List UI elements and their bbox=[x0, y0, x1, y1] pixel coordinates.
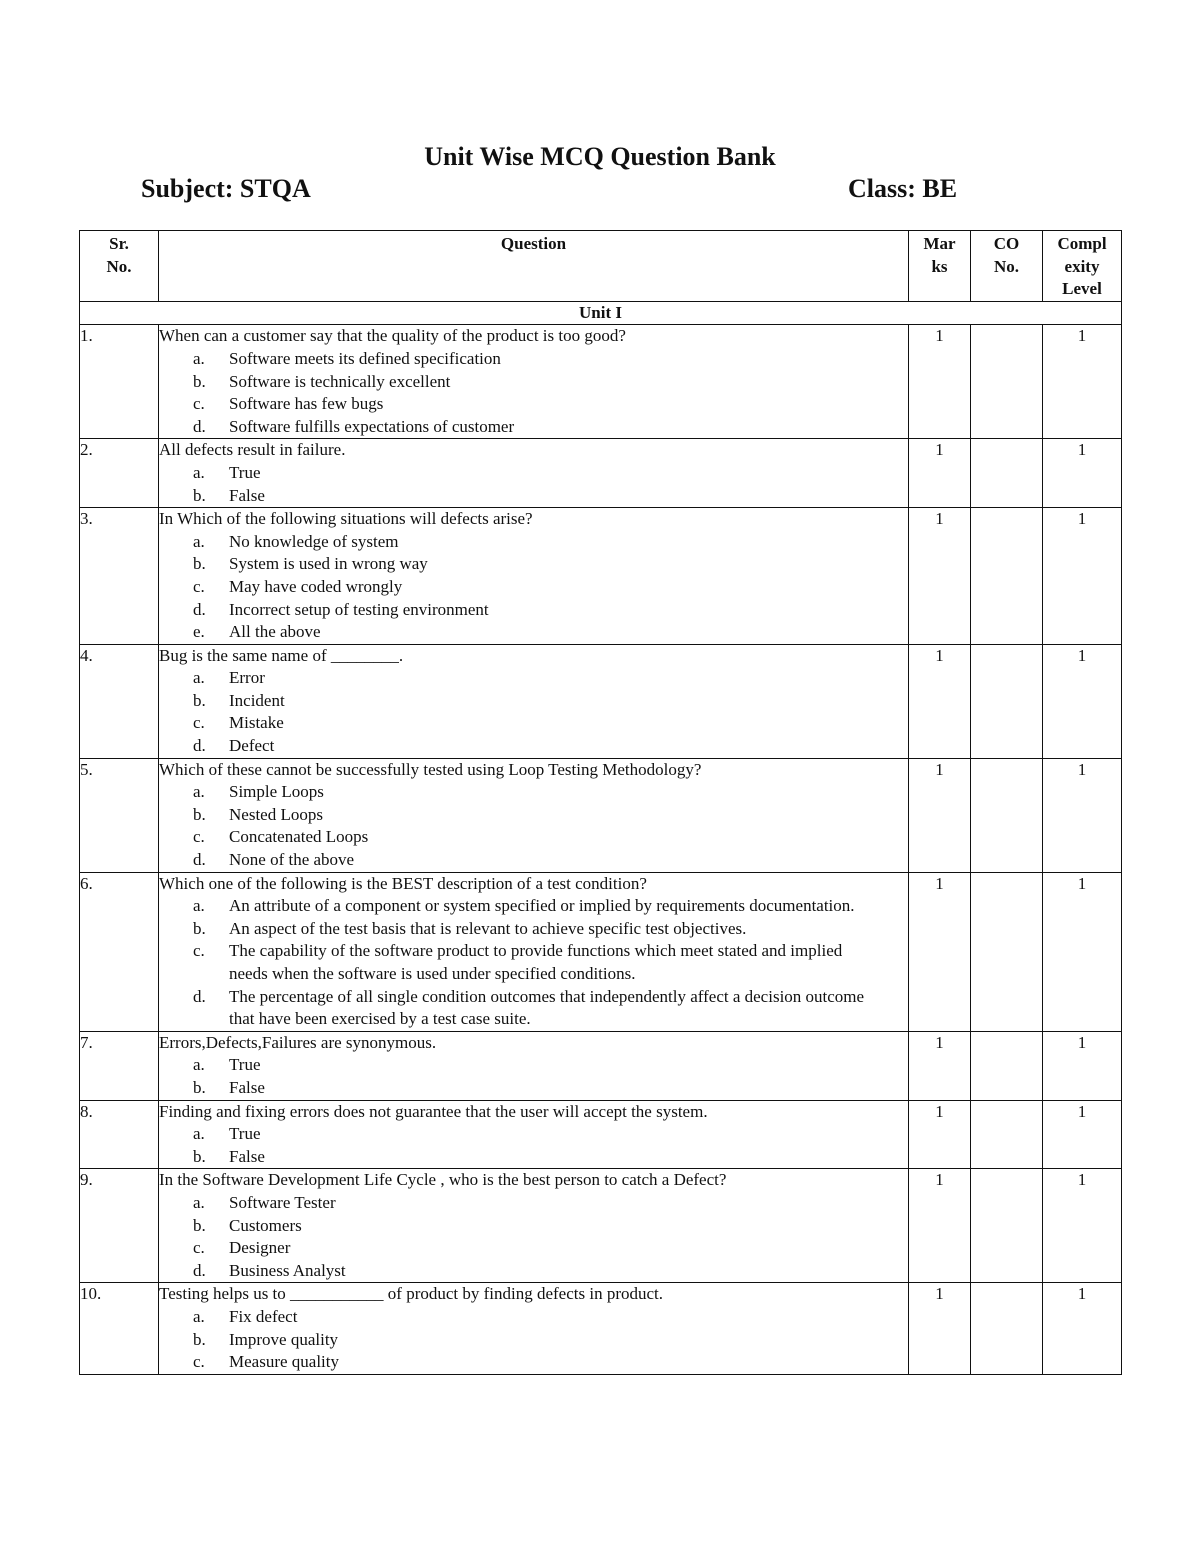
option-text: True bbox=[229, 1055, 261, 1075]
option-text: True bbox=[229, 462, 261, 482]
complexity-cell: 1 bbox=[1043, 1031, 1122, 1100]
col-header-question: Question bbox=[159, 231, 909, 302]
marks-cell: 1 bbox=[909, 325, 971, 439]
table-row bbox=[80, 325, 1122, 439]
option-item bbox=[159, 849, 878, 872]
question-number: 7. bbox=[80, 1031, 159, 1100]
question-bank-table bbox=[79, 230, 1122, 1375]
option-text: Simple Loops bbox=[229, 782, 324, 802]
table-row bbox=[80, 439, 1122, 508]
question-number: 4. bbox=[80, 644, 159, 758]
table-row bbox=[80, 1031, 1122, 1100]
option-letter: a. bbox=[193, 1192, 205, 1212]
option-letter: a. bbox=[193, 348, 205, 368]
option-item bbox=[159, 462, 878, 485]
option-item bbox=[159, 348, 878, 371]
question-number: 2. bbox=[80, 439, 159, 508]
marks-cell: 1 bbox=[909, 1169, 971, 1283]
table-row bbox=[80, 1169, 1122, 1283]
option-text: Incident bbox=[229, 690, 285, 710]
option-item bbox=[159, 531, 878, 554]
option-letter: b. bbox=[193, 690, 206, 710]
option-letter: d. bbox=[193, 736, 206, 756]
question-number: 6. bbox=[80, 872, 159, 1031]
option-item bbox=[159, 690, 878, 713]
option-letter: a. bbox=[193, 782, 205, 802]
option-item bbox=[159, 804, 878, 827]
marks-cell: 1 bbox=[909, 758, 971, 872]
option-letter: c. bbox=[193, 1238, 205, 1258]
option-item bbox=[159, 1306, 878, 1329]
option-item bbox=[159, 735, 878, 758]
option-letter: b. bbox=[193, 371, 206, 391]
unit-label: Unit I bbox=[80, 301, 1122, 325]
option-list bbox=[159, 667, 908, 757]
option-letter: b. bbox=[193, 1077, 206, 1097]
question-text: Bug is the same name of ________. bbox=[159, 645, 404, 665]
option-text: Defect bbox=[229, 736, 275, 756]
complexity-cell: 1 bbox=[1043, 1100, 1122, 1169]
question-number: 9. bbox=[80, 1169, 159, 1283]
complexity-cell: 1 bbox=[1043, 325, 1122, 439]
option-letter: c. bbox=[193, 713, 205, 733]
option-text: Improve quality bbox=[229, 1329, 339, 1349]
option-item bbox=[159, 1146, 878, 1169]
question-text: When can a customer say that the quality of the product is too good? bbox=[159, 326, 626, 346]
option-list bbox=[159, 895, 908, 1031]
co-cell bbox=[971, 872, 1043, 1031]
table-row bbox=[80, 758, 1122, 872]
co-cell bbox=[971, 644, 1043, 758]
question-text: Which of these cannot be successfully tested using Loop Testing Methodology? bbox=[159, 759, 702, 779]
option-letter: a. bbox=[193, 531, 205, 551]
table-row bbox=[80, 1283, 1122, 1374]
option-list bbox=[159, 462, 908, 507]
table-row bbox=[80, 1100, 1122, 1169]
table-row bbox=[80, 644, 1122, 758]
question-text: All defects result in failure. bbox=[159, 440, 346, 460]
question-cell bbox=[159, 1031, 909, 1100]
option-letter: a. bbox=[193, 1306, 205, 1326]
option-text: False bbox=[229, 1077, 265, 1097]
option-letter: a. bbox=[193, 462, 205, 482]
col-header-complexity: Compl exity Level bbox=[1043, 231, 1122, 302]
option-text: True bbox=[229, 1124, 261, 1144]
option-list bbox=[159, 781, 908, 871]
question-cell bbox=[159, 758, 909, 872]
option-item bbox=[159, 1215, 878, 1238]
option-item bbox=[159, 485, 878, 508]
question-number: 1. bbox=[80, 325, 159, 439]
option-text: Concatenated Loops bbox=[229, 827, 369, 847]
option-text: Software meets its defined specification bbox=[229, 348, 501, 368]
option-letter: b. bbox=[193, 918, 206, 938]
option-letter: c. bbox=[193, 394, 205, 414]
col-header-sr-no: Sr. No. bbox=[80, 231, 159, 302]
complexity-cell: 1 bbox=[1043, 758, 1122, 872]
option-text: The capability of the software product to provide functions which meet stated and implied needs when the software is used under specified conditions. bbox=[229, 941, 843, 983]
option-text: Software is technically excellent bbox=[229, 371, 451, 391]
option-list bbox=[159, 1192, 908, 1282]
question-number: 3. bbox=[80, 508, 159, 645]
option-item bbox=[159, 1237, 878, 1260]
question-cell bbox=[159, 1100, 909, 1169]
marks-cell: 1 bbox=[909, 1283, 971, 1374]
complexity-cell: 1 bbox=[1043, 1169, 1122, 1283]
co-cell bbox=[971, 758, 1043, 872]
question-number: 8. bbox=[80, 1100, 159, 1169]
option-text: Software has few bugs bbox=[229, 394, 384, 414]
question-text: Errors,Defects,Failures are synonymous. bbox=[159, 1032, 437, 1052]
option-item bbox=[159, 1123, 878, 1146]
option-letter: d. bbox=[193, 986, 206, 1006]
option-letter: c. bbox=[193, 1352, 205, 1372]
option-letter: b. bbox=[193, 804, 206, 824]
option-text: Software fulfills expectations of customer bbox=[229, 416, 515, 436]
marks-cell: 1 bbox=[909, 1100, 971, 1169]
option-item bbox=[159, 986, 878, 1031]
option-item bbox=[159, 599, 878, 622]
option-item bbox=[159, 918, 878, 941]
option-item bbox=[159, 1077, 878, 1100]
option-text: An aspect of the test basis that is relevant to achieve specific test objectives. bbox=[229, 918, 747, 938]
option-item bbox=[159, 1329, 878, 1352]
marks-cell: 1 bbox=[909, 872, 971, 1031]
option-text: Software Tester bbox=[229, 1192, 336, 1212]
option-text: All the above bbox=[229, 622, 321, 642]
complexity-cell: 1 bbox=[1043, 1283, 1122, 1374]
question-cell bbox=[159, 872, 909, 1031]
option-item bbox=[159, 940, 878, 985]
complexity-cell: 1 bbox=[1043, 439, 1122, 508]
table-row bbox=[80, 872, 1122, 1031]
option-letter: b. bbox=[193, 1329, 206, 1349]
option-letter: c. bbox=[193, 941, 205, 961]
marks-cell: 1 bbox=[909, 439, 971, 508]
option-letter: a. bbox=[193, 668, 205, 688]
option-text: Mistake bbox=[229, 713, 284, 733]
table-row bbox=[80, 508, 1122, 645]
option-letter: e. bbox=[193, 622, 205, 642]
question-cell bbox=[159, 325, 909, 439]
question-number: 5. bbox=[80, 758, 159, 872]
option-item bbox=[159, 1054, 878, 1077]
option-text: No knowledge of system bbox=[229, 531, 399, 551]
subject-label: Subject: STQA bbox=[141, 174, 311, 203]
option-item bbox=[159, 781, 878, 804]
co-cell bbox=[971, 1283, 1043, 1374]
question-cell bbox=[159, 1283, 909, 1374]
option-text: Business Analyst bbox=[229, 1260, 346, 1280]
question-number: 10. bbox=[80, 1283, 159, 1374]
option-text: Fix defect bbox=[229, 1306, 298, 1326]
table-header-row bbox=[80, 231, 1122, 302]
question-text: Which one of the following is the BEST description of a test condition? bbox=[159, 873, 647, 893]
complexity-cell: 1 bbox=[1043, 508, 1122, 645]
page-title: Unit Wise MCQ Question Bank bbox=[424, 142, 776, 171]
option-text: Customers bbox=[229, 1215, 302, 1235]
option-item bbox=[159, 1192, 878, 1215]
option-letter: c. bbox=[193, 827, 205, 847]
question-cell bbox=[159, 439, 909, 508]
option-item bbox=[159, 1351, 878, 1374]
option-text: False bbox=[229, 1146, 265, 1166]
option-letter: d. bbox=[193, 599, 206, 619]
question-text: In the Software Development Life Cycle , who is the best person to catch a Defect? bbox=[159, 1170, 727, 1190]
option-text: Nested Loops bbox=[229, 804, 323, 824]
question-cell bbox=[159, 644, 909, 758]
option-list bbox=[159, 531, 908, 644]
co-cell bbox=[971, 508, 1043, 645]
option-item bbox=[159, 576, 878, 599]
option-item bbox=[159, 416, 878, 439]
option-text: Designer bbox=[229, 1238, 291, 1258]
option-item bbox=[159, 371, 878, 394]
marks-cell: 1 bbox=[909, 1031, 971, 1100]
option-item bbox=[159, 393, 878, 416]
co-cell bbox=[971, 1100, 1043, 1169]
option-text: Error bbox=[229, 668, 265, 688]
option-letter: b. bbox=[193, 485, 206, 505]
complexity-cell: 1 bbox=[1043, 872, 1122, 1031]
option-list bbox=[159, 1306, 908, 1374]
option-letter: d. bbox=[193, 416, 206, 436]
option-letter: a. bbox=[193, 896, 205, 916]
option-item bbox=[159, 667, 878, 690]
option-text: Incorrect setup of testing environment bbox=[229, 599, 489, 619]
option-list bbox=[159, 1054, 908, 1099]
option-text: False bbox=[229, 485, 265, 505]
option-letter: b. bbox=[193, 1146, 206, 1166]
option-text: None of the above bbox=[229, 850, 355, 870]
question-cell bbox=[159, 1169, 909, 1283]
complexity-cell: 1 bbox=[1043, 644, 1122, 758]
question-text: Finding and fixing errors does not guarantee that the user will accept the system. bbox=[159, 1101, 708, 1121]
class-label: Class: BE bbox=[848, 174, 958, 203]
question-text: In Which of the following situations will defects arise? bbox=[159, 509, 533, 529]
question-cell bbox=[159, 508, 909, 645]
option-item bbox=[159, 826, 878, 849]
co-cell bbox=[971, 325, 1043, 439]
marks-cell: 1 bbox=[909, 644, 971, 758]
marks-cell: 1 bbox=[909, 508, 971, 645]
col-header-co-no: CO No. bbox=[971, 231, 1043, 302]
option-item bbox=[159, 712, 878, 735]
option-item bbox=[159, 1260, 878, 1283]
option-item bbox=[159, 621, 878, 644]
option-item bbox=[159, 553, 878, 576]
option-text: The percentage of all single condition outcomes that independently affect a decision outcome that have been exercised by a test case suite. bbox=[229, 986, 865, 1029]
option-item bbox=[159, 895, 878, 918]
co-cell bbox=[971, 1169, 1043, 1283]
option-text: An attribute of a component or system specified or implied by requirements documentation. bbox=[229, 896, 855, 916]
question-text: Testing helps us to ___________ of product by finding defects in product. bbox=[159, 1284, 664, 1304]
co-cell bbox=[971, 439, 1043, 508]
option-letter: d. bbox=[193, 850, 206, 870]
unit-row bbox=[80, 301, 1122, 325]
col-header-marks: Mar ks bbox=[909, 231, 971, 302]
option-letter: a. bbox=[193, 1055, 205, 1075]
option-letter: b. bbox=[193, 554, 206, 574]
option-letter: a. bbox=[193, 1124, 205, 1144]
option-letter: b. bbox=[193, 1215, 206, 1235]
option-text: Measure quality bbox=[229, 1352, 339, 1372]
co-cell bbox=[971, 1031, 1043, 1100]
option-text: System is used in wrong way bbox=[229, 554, 428, 574]
option-list bbox=[159, 348, 908, 438]
option-text: May have coded wrongly bbox=[229, 576, 403, 596]
option-letter: c. bbox=[193, 576, 205, 596]
option-letter: d. bbox=[193, 1260, 206, 1280]
option-list bbox=[159, 1123, 908, 1168]
